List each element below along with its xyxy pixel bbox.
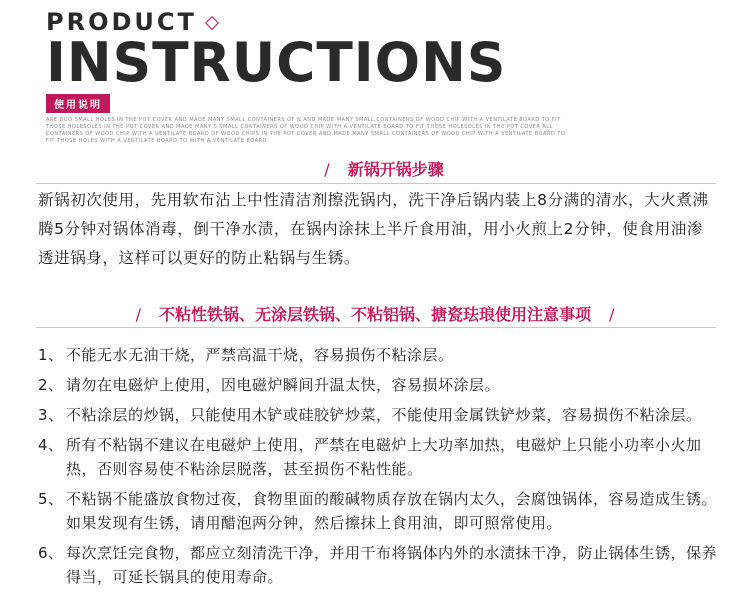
header <box>46 8 736 145</box>
list-item: 3、 不粘涂层的炒锅，只能使用木铲或硅胶铲炒菜，不能使用金属铁铲炒菜，容易损伤不粘涂层。 <box>38 406 702 424</box>
fine-print: ARE DUO SMALL HOLES IN THE POT COVER AND MADE MANY SMALL CONTAINERS OF N AND MADE MANY SMALL CONTAINERS OF WOOD CHIP WITH A VENTILATE BOARD TO FIT THOSE HOLESOLES IN THE POT COVER AND MADE MANY S SMALL CONTAINERS OF WOOD CHIP WITH A VENTILATE BOARD TO FIT THOSE HOLESOLES IN THE POT COVER ALL CONTAINERS OF WOOD CHIP WITH A VENTILATE BOARD OF WOOD CHIPS IN THE POT COVER AND MADE MANY SMALL CONTAINERS OF WOOD CHIP WITH A VENTILATE BOARD TO FIT THOSE HOLES WITH A VENTILATE BOARD TO WITH A VENTILATE BOARD <box>46 117 566 144</box>
section1-title-text: 新锅开锅步骤 <box>347 160 444 179</box>
list-item: 4、 所有不粘锅不建议在电磁炉上使用，严禁在电磁炉上大功率加热，电磁炉上只能小功率小火加热，否则容易使不粘涂层脱落，甚至损伤不粘性能。 <box>38 436 702 478</box>
list-item: 6、 每次烹饪完食物，都应立刻清洗干净，并用干布将锅体内外的水渍抹干净，防止锅体生锈，保养得当，可延长锅具的使用寿命。 <box>38 544 718 586</box>
product-label: PRODUCT <box>46 8 197 36</box>
list-item: 1、 不能无水无油干烧，严禁高温干烧，容易损伤不粘涂层。 <box>38 346 454 364</box>
notice-list <box>38 343 718 595</box>
instructions-heading: INSTRUCTIONS <box>46 31 507 94</box>
slash-icon: / <box>324 160 330 179</box>
section2-title-text: 不粘性铁锅、无涂层铁锅、不粘铝锅、搪瓷珐琅使用注意事项 <box>158 305 591 324</box>
usage-badge: 使用说明 <box>46 94 110 113</box>
section1-body: 新锅初次使用，先用软布沾上中性清洁剂擦洗锅内，洗干净后锅内装上8分满的清水，大火煮沸腾5分钟对锅体消毒，倒干净水渍，在锅内涂抹上半斤食用油，用小火煎上2分钟，使食用油渗透进锅身，这样可以更好的防止粘锅与生锈。 <box>38 191 709 267</box>
list-item: 5、 不粘锅不能盛放食物过夜，食物里面的酸碱物质存放在锅内太久，会腐蚀锅体，容易造成生锈。如果发现有生锈，请用醋泡两分钟，然后擦抹上食用油，即可照常使用。 <box>38 490 718 532</box>
section2-title <box>0 302 750 325</box>
diamond-icon <box>205 16 219 30</box>
section1-divider <box>36 183 716 184</box>
section1-title <box>0 157 750 180</box>
slash-icon: / <box>609 305 615 324</box>
list-item: 2、 请勿在电磁炉上使用，因电磁炉瞬间升温太快，容易损坏涂层。 <box>38 376 501 394</box>
section2-divider <box>36 327 716 328</box>
slash-icon: / <box>135 305 141 324</box>
